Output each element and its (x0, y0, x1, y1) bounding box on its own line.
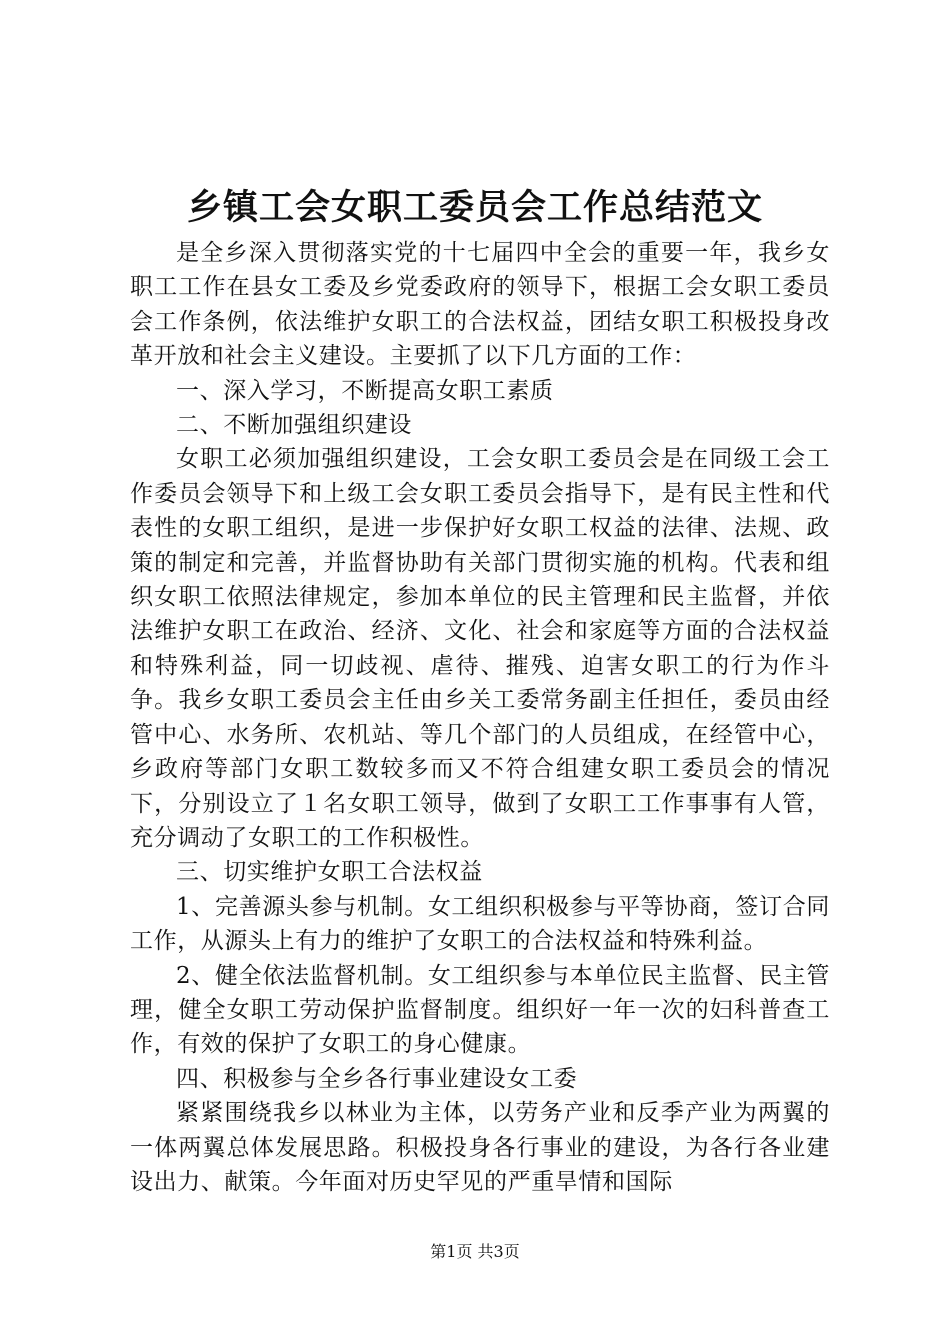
page-number: 第1页 共3页 (430, 1242, 520, 1261)
heading-section-3: 三、切实维护女职工合法权益 (176, 859, 483, 886)
paragraph-item-2: 2、健全依法监督机制。女工组织参与本单位民主监督、民主管理，健全女职工劳动保护监督制度。组织好一年一次的妇科普查工作，有效的保护了女职工的身心健康。 (130, 962, 830, 1058)
paragraph-development: 紧紧围绕我乡以林业为主体，以劳务产业和反季产业为两翼的一体两翼总体发展思路。积极投身各行事业的建设，为各行各业建设出力、献策。今年面对历史罕见的严重旱情和国际 (130, 1100, 830, 1195)
paragraph-intro: 是全乡深入贯彻落实党的十七届四中全会的重要一年，我乡女职工工作在县女工委及乡党委政府的领导下，根据工会女职工委员会工作条例，依法维护女职工的合法权益，团结女职工积极投身改革开放和社会主义建设。主要抓了以下几方面的工作： (130, 240, 830, 370)
heading-section-1: 一、深入学习，不断提高女职工素质 (176, 377, 554, 404)
document-title: 乡镇工会女职工委员会工作总结范文 (186, 187, 763, 228)
document-body (130, 236, 830, 1199)
heading-section-4: 四、积极参与全乡各行事业建设女工委 (176, 1065, 578, 1092)
heading-section-2: 二、不断加强组织建设 (176, 412, 412, 439)
paragraph-item-1: 1、完善源头参与机制。女工组织积极参与平等协商，签订合同工作，从源头上有力的维护了女职工的合法权益和特殊利益。 (130, 893, 830, 955)
paragraph-organization: 女职工必须加强组织建设，工会女职工委员会是在同级工会工作委员会领导下和上级工会女职工委员会指导下，是有民主性和代表性的女职工组织，是进一步保护好女职工权益的法律、法规、政策的制定和完善，并监督协助有关部门贯彻实施的机构。代表和组织女职工依照法律规定，参加本单位的民主管理和民主监督，并依法维护女职工在政治、经济、文化、社会和家庭等方面的合法权益和特殊利益，同一切歧视、虐待、摧残、迫害女职工的行为作斗争。我乡女职工委员会主任由乡关工委常务副主任担任，委员由经管中心、水务所、农机站、等几个部门的人员组成，在经管中心，乡政府等部门女职工数较多而又不符合组建女职工委员会的情况下，分别设立了１名女职工领导，做到了女职工工作事事有人管，充分调动了女职工的工作积极性。 (130, 446, 830, 851)
